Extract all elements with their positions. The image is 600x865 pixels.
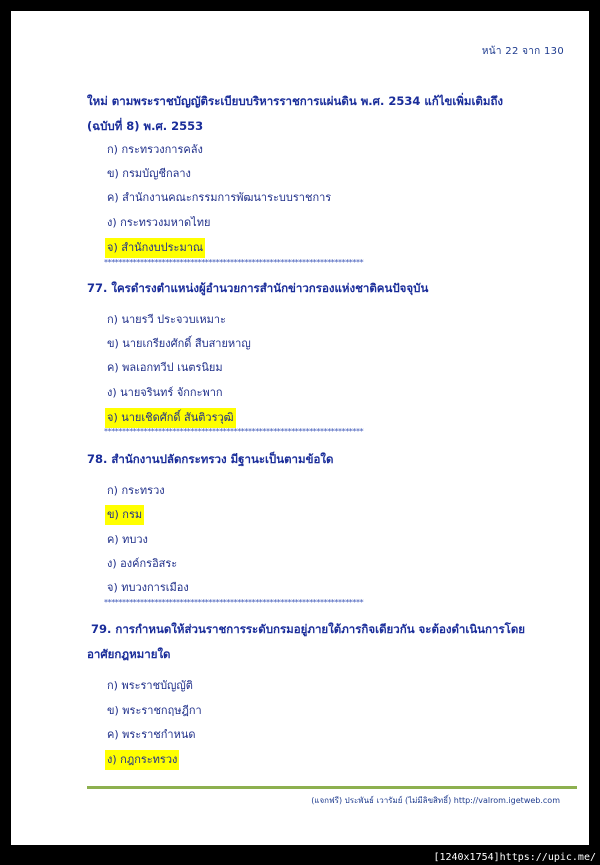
- footer-credit: (แจกฟรี) ประพันธ์ เวารัมย์ (ไม่มีลิขสิทธิ์) http://valrom.igetweb.com: [311, 796, 560, 805]
- q79-option-c: ค) พระราชกำหนด: [107, 728, 196, 741]
- question-79-line1: 79. การกำหนดให้ส่วนราชการระดับกรมอยู่ภายใต้ภารกิจเดียวกัน จะต้องดำเนินการโดย: [91, 622, 526, 636]
- q79-option-a: ก) พระราชบัญญัติ: [107, 679, 193, 692]
- q79-option-b: ข) พระราชกฤษฎีกา: [107, 704, 202, 717]
- q78-option-d: ง) องค์กรอิสระ: [107, 557, 178, 570]
- q77-option-e: จ) นายเชิดศักดิ์ สันติวรวุฒิ: [105, 408, 236, 428]
- separator: ************************************************************************: [104, 598, 364, 607]
- q77-option-c: ค) พลเอกทวีป เนตรนิยม: [107, 361, 223, 374]
- document-page: [11, 11, 589, 845]
- q77-option-a: ก) นายรวี ประจวบเหมาะ: [107, 313, 226, 326]
- q75-option-d: ง) กระทรวงมหาดไทย: [107, 216, 211, 229]
- q75-option-c: ค) สำนักงานคณะกรรมการพัฒนาระบบราชการ: [107, 191, 332, 204]
- question-75-line2: (ฉบับที่ 8) พ.ศ. 2553: [87, 119, 204, 133]
- question-78: 78. สำนักงานปลัดกระทรวง มีฐานะเป็นตามข้อใด: [87, 452, 334, 466]
- question-77: 77. ใครดำรงตำแหน่งผู้อำนวยการสำนักข่าวกรองแห่งชาติคนปัจจุบัน: [87, 281, 429, 295]
- page-number: หน้า 22 จาก 130: [481, 46, 564, 57]
- question-75-line1: ใหม่ ตามพระราชบัญญัติระเบียบบริหารราชการแผ่นดิน พ.ศ. 2534 แก้ไขเพิ่มเติมถึง: [87, 94, 504, 108]
- image-size-tag: [1240x1754]https://upic.me/: [433, 852, 596, 863]
- q78-option-c: ค) ทบวง: [107, 533, 148, 546]
- question-79-line2: อาศัยกฎหมายใด: [87, 647, 171, 661]
- q75-option-b: ข) กรมบัญชีกลาง: [107, 167, 191, 180]
- q75-option-a: ก) กระทรวงการคลัง: [107, 143, 203, 156]
- q77-option-b: ข) นายเกรียงศักดิ์ สืบสายหาญ: [107, 337, 251, 350]
- separator: ************************************************************************: [104, 258, 364, 267]
- q78-option-a: ก) กระทรวง: [107, 484, 165, 497]
- footer-rule: [87, 786, 577, 789]
- q77-option-d: ง) นายจรินทร์ จักกะพาก: [107, 386, 223, 399]
- q78-option-b: ข) กรม: [105, 505, 144, 525]
- q75-option-e: จ) สำนักงบประมาณ: [105, 238, 205, 258]
- separator: ************************************************************************: [104, 427, 364, 436]
- q78-option-e: จ) ทบวงการเมือง: [107, 581, 189, 594]
- q79-option-d: ง) กฎกระทรวง: [105, 750, 179, 770]
